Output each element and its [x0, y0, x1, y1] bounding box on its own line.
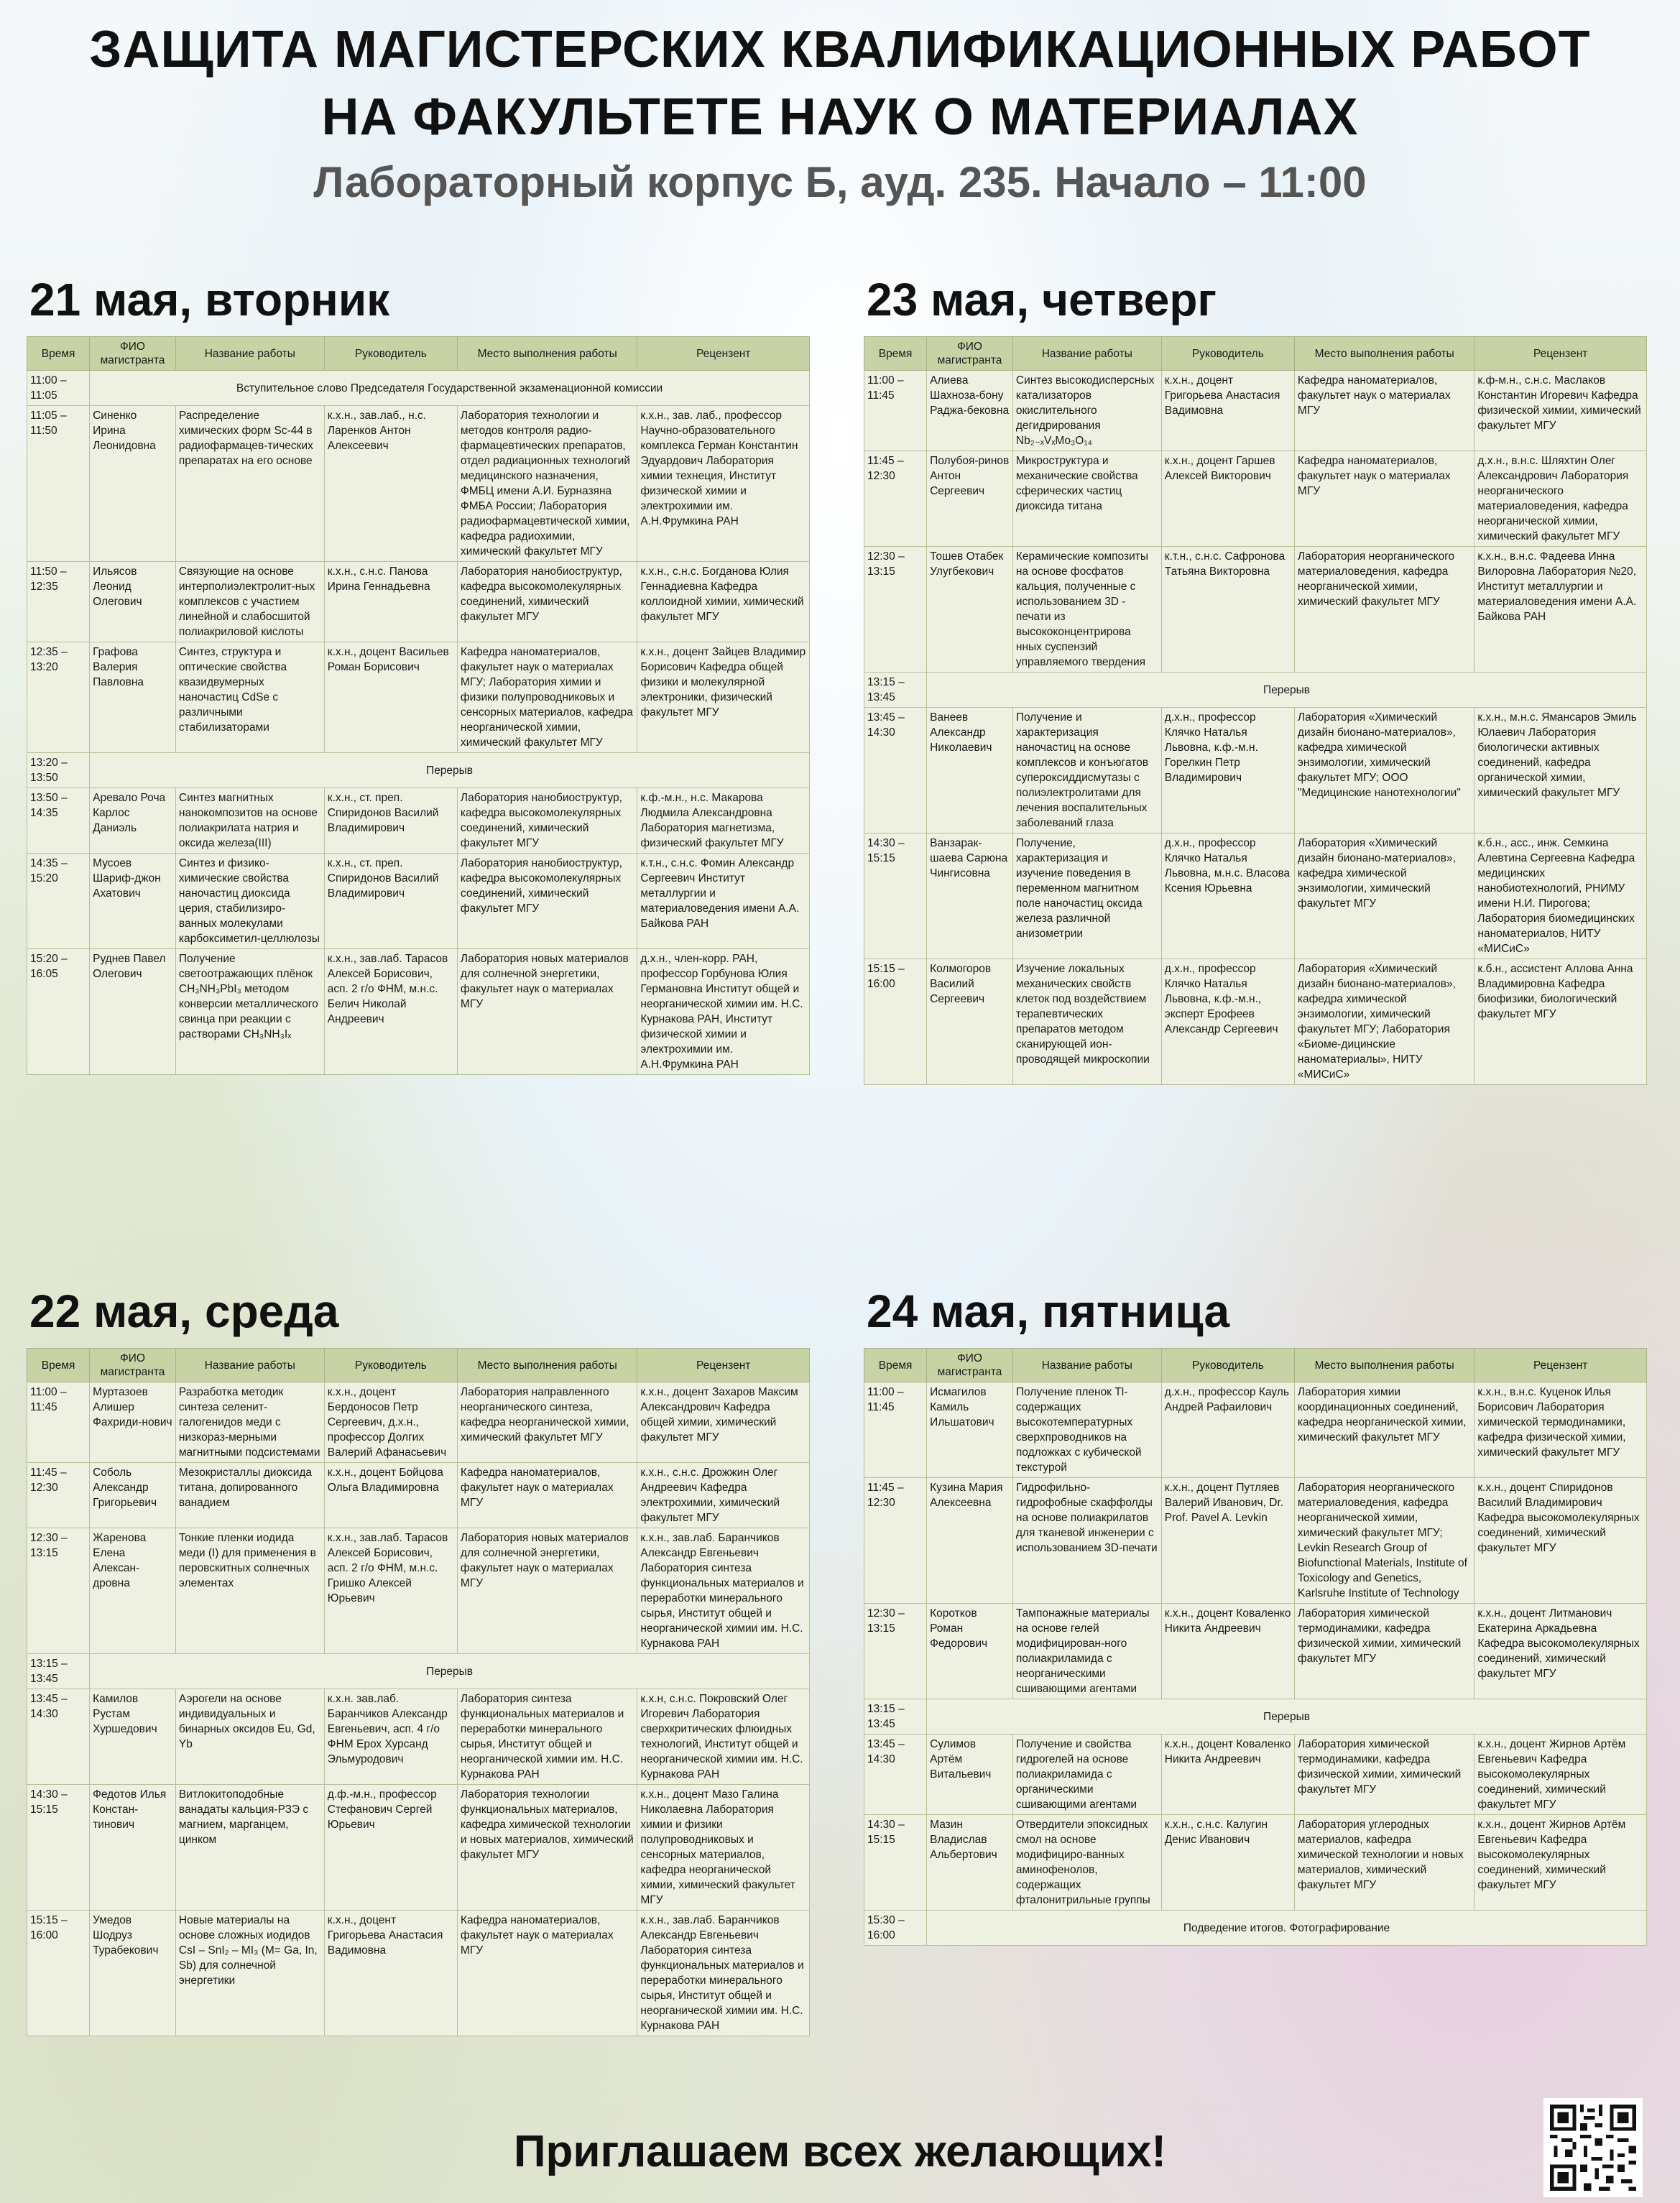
qr-code-icon — [1543, 2098, 1643, 2197]
time-cell: 11:05 – 11:50 — [27, 406, 90, 562]
time-cell: 15:15 – 16:00 — [27, 1911, 90, 2036]
column-header: Время — [864, 337, 927, 371]
student-name-cell: Исмагилов Камиль Ильшатович — [927, 1382, 1013, 1478]
time-cell: 11:00 – 11:45 — [27, 1382, 90, 1463]
time-cell: 12:30 – 13:15 — [864, 1604, 927, 1699]
session-note: Подведение итогов. Фотографирование — [927, 1911, 1647, 1946]
table-row — [27, 562, 810, 642]
supervisor-cell: к.х.н., зав.лаб., н.с. Ларенков Антон Алексеевич — [324, 406, 457, 562]
thesis-title-cell: Получение и свойства гидрогелей на основе полиакриламида с органическими сшивающими агентами — [1012, 1735, 1161, 1815]
reviewer-cell: к.х.н., доцент Жирнов Артём Евгеньевич Кафедра высокомолекулярных соединений, химический факультет МГУ — [1474, 1735, 1647, 1815]
student-name-cell: Коротков Роман Федорович — [927, 1604, 1013, 1699]
thesis-title-cell: Синтез и физико-химические свойства наночастиц диоксида церия, стабилизиро-ванных молекулами карбоксиметил-целлюлозы — [175, 854, 324, 949]
supervisor-cell: д.х.н., профессор Кауль Андрей Рафаилович — [1161, 1382, 1294, 1478]
time-cell: 12:30 – 13:15 — [864, 547, 927, 673]
workplace-cell: Лаборатория химической термодинамики, кафедра физической химии, химический факультет МГУ — [1294, 1735, 1474, 1815]
page-subtitle: Лабораторный корпус Б, ауд. 235. Начало – 11:00 — [313, 158, 1367, 206]
break-row — [864, 1911, 1647, 1946]
thesis-title-cell: Синтез, структура и оптические свойства квазидвумерных наночастиц CdSe с различными стабилизаторами — [175, 642, 324, 753]
column-header: Рецензент — [637, 1349, 810, 1382]
time-cell: 11:00 – 11:05 — [27, 371, 90, 406]
table-row — [864, 959, 1647, 1085]
table-row — [27, 1382, 810, 1463]
time-cell: 11:45 – 12:30 — [27, 1463, 90, 1528]
student-name-cell: Федотов Илья Констан-тинович — [90, 1785, 176, 1911]
column-header: ФИО магистранта — [90, 337, 176, 371]
reviewer-cell: к.б.н., ассистент Аллова Анна Владимировна Кафедра биофизики, биологический факультет МГУ — [1474, 959, 1647, 1085]
column-header: Время — [864, 1349, 927, 1382]
workplace-cell: Кафедра наноматериалов, факультет наук о материалах МГУ — [457, 1463, 637, 1528]
schedule-table — [864, 336, 1647, 1085]
reviewer-cell: к.х.н., зав. лаб., профессор Научно-образовательного комплекса Герман Константин Эдуардович Лаборатория химии технеция, Институт физической химии и электрохимии им. А.Н.Фрумкина РАН — [637, 406, 810, 562]
reviewer-cell: к.х.н., доцент Литманович Екатерина Аркадьевна Кафедра высокомолекулярных соединений, химический факультет МГУ — [1474, 1604, 1647, 1699]
table-row — [27, 854, 810, 949]
table-row — [27, 1463, 810, 1528]
time-cell: 13:50 – 14:35 — [27, 788, 90, 854]
session-note: Перерыв — [90, 1654, 810, 1689]
workplace-cell: Лаборатория химической термодинамики, кафедра физической химии, химический факультет МГУ — [1294, 1604, 1474, 1699]
workplace-cell: Лаборатория «Химический дизайн бионано-материалов», кафедра химической энзимологии, химический факультет МГУ — [1294, 833, 1474, 959]
break-row — [864, 673, 1647, 708]
table-row — [864, 833, 1647, 959]
supervisor-cell: к.х.н., доцент Коваленко Никита Андреевич — [1161, 1735, 1294, 1815]
column-header: Название работы — [1012, 1349, 1161, 1382]
column-header: Название работы — [175, 1349, 324, 1382]
workplace-cell: Лаборатория нанобиоструктур, кафедра высокомолекулярных соединений, химический факультет МГУ — [457, 562, 637, 642]
schedule-table — [864, 1348, 1647, 1946]
workplace-cell: Лаборатория неорганического материаловедения, кафедра неорганической химии, химический факультет МГУ — [1294, 547, 1474, 673]
thesis-title-cell: Новые материалы на основе сложных иодидов CsI – SnI₂ – MI₃ (M= Ga, In, Sb) для солнечной энергетики — [175, 1911, 324, 2036]
column-header: Место выполнения работы — [1294, 1349, 1474, 1382]
page-title-line2: НА ФАКУЛЬТЕТЕ НАУК О МАТЕРИАЛАХ — [321, 88, 1359, 146]
schedule-table-header — [864, 1349, 1647, 1382]
thesis-title-cell: Синтез магнитных нанокомпозитов на основе полиакрилата натрия и оксида железа(III) — [175, 788, 324, 854]
table-row — [27, 1785, 810, 1911]
page-title-line1: ЗАЩИТА МАГИСТЕРСКИХ КВАЛИФИКАЦИОННЫХ РАБОТ — [89, 21, 1591, 78]
time-cell: 13:15 – 13:45 — [864, 1699, 927, 1735]
thesis-title-cell: Изучение локальных механических свойств клеток под воздействием терапевтических препаратов методом сканирующей ион-проводящей микроскопии — [1012, 959, 1161, 1085]
thesis-title-cell: Керамические композиты на основе фосфатов кальция, полученные с использованием 3D - печати из высококонцентрирова нных суспензий управляемого твердения — [1012, 547, 1161, 673]
day-title: 24 мая, пятница — [867, 1285, 1230, 1337]
thesis-title-cell: Синтез высокодисперсных катализаторов окислительного дегидрирования Nb₂₋ₓVₓMo₃O₁₄ — [1012, 371, 1161, 451]
session-note: Перерыв — [927, 1699, 1647, 1735]
student-name-cell: Камилов Рустам Хуршедович — [90, 1689, 176, 1785]
student-name-cell: Руднев Павел Олегович — [90, 949, 176, 1075]
student-name-cell: Полубоя-ринов Антон Сергеевич — [927, 451, 1013, 547]
reviewer-cell: д.х.н., в.н.с. Шляхтин Олег Александрович Лаборатория неорганического материаловедения, кафедра неорганической химии, химический факультет МГУ — [1474, 451, 1647, 547]
column-header: Руководитель — [324, 337, 457, 371]
workplace-cell: Кафедра наноматериалов, факультет наук о материалах МГУ — [1294, 451, 1474, 547]
table-row — [864, 451, 1647, 547]
schedule-table-header — [864, 337, 1647, 371]
reviewer-cell: к.х.н., доцент Жирнов Артём Евгеньевич Кафедра высокомолекулярных соединений, химический факультет МГУ — [1474, 1815, 1647, 1911]
time-cell: 15:20 – 16:05 — [27, 949, 90, 1075]
time-cell: 13:45 – 14:30 — [864, 708, 927, 833]
table-row — [27, 406, 810, 562]
time-cell: 13:15 – 13:45 — [864, 673, 927, 708]
workplace-cell: Лаборатория новых материалов для солнечной энергетики, факультет наук о материалах МГУ — [457, 949, 637, 1075]
thesis-title-cell: Отвердители эпоксидных смол на основе модифициро-ванных аминофенолов, содержащих фталонитрильные группы — [1012, 1815, 1161, 1911]
table-row — [27, 949, 810, 1075]
supervisor-cell: к.х.н., с.н.с. Панова Ирина Геннадьевна — [324, 562, 457, 642]
workplace-cell: Лаборатория «Химический дизайн бионано-материалов», кафедра химической энзимологии, химический факультет МГУ; ООО "Медицинские нанотехнологии" — [1294, 708, 1474, 833]
table-row — [27, 1689, 810, 1785]
thesis-title-cell: Распределение химических форм Sc-44 в радиофармацев-тических препаратах на его основе — [175, 406, 324, 562]
reviewer-cell: к.х.н., доцент Зайцев Владимир Борисович Кафедра общей физики и молекулярной электроники, физический факультет МГУ — [637, 642, 810, 753]
workplace-cell: Лаборатория синтеза функциональных материалов и переработки минерального сырья, Институт общей и неорганической химии им. Н.С. Курнакова РАН — [457, 1689, 637, 1785]
supervisor-cell: к.х.н., с.н.с. Калугин Денис Иванович — [1161, 1815, 1294, 1911]
time-cell: 15:30 – 16:00 — [864, 1911, 927, 1946]
workplace-cell: Лаборатория технологии и методов контроля радио-фармацевтических препаратов, отдел радиационных технологий медицинского назначения, ФМБЦ имени А.И. Бурназяна ФМБА России; Лаборатория радиофармацевтической химии, кафедра радиохимии, химический факультет МГУ — [457, 406, 637, 562]
column-header: Место выполнения работы — [457, 337, 637, 371]
session-note: Перерыв — [927, 673, 1647, 708]
time-cell: 11:00 – 11:45 — [864, 1382, 927, 1478]
schedule-table — [27, 1348, 810, 2036]
supervisor-cell: к.х.н. зав.лаб. Баранчиков Александр Евгеньевич, асп. 4 г/о ФНМ Ерох Хурсанд Эльмуродович — [324, 1689, 457, 1785]
workplace-cell: Лаборатория технологии функциональных материалов, кафедра химической технологии и новых материалов, химический факультет МГУ — [457, 1785, 637, 1911]
supervisor-cell: к.х.н., доцент Коваленко Никита Андреевич — [1161, 1604, 1294, 1699]
time-cell: 12:30 – 13:15 — [27, 1528, 90, 1654]
day-title: 21 мая, вторник — [29, 274, 390, 325]
table-row — [27, 1911, 810, 2036]
schedule-table-header — [27, 337, 810, 371]
schedule-table — [27, 336, 810, 1075]
column-header: Время — [27, 337, 90, 371]
time-cell: 15:15 – 16:00 — [864, 959, 927, 1085]
thesis-title-cell: Аэрогели на основе индивидуальных и бинарных оксидов Eu, Gd, Yb — [175, 1689, 324, 1785]
thesis-title-cell: Получение пленок Tl-содержащих высокотемпературных сверхпроводников на подложках с кубической текстурой — [1012, 1382, 1161, 1478]
time-cell: 11:45 – 12:30 — [864, 1478, 927, 1604]
supervisor-cell: к.х.н., доцент Григорьева Анастасия Вадимовна — [324, 1911, 457, 2036]
time-cell: 13:15 – 13:45 — [27, 1654, 90, 1689]
column-header: ФИО магистранта — [927, 1349, 1013, 1382]
table-row — [864, 371, 1647, 451]
reviewer-cell: к.т.н., с.н.с. Фомин Александр Сергеевич Институт металлургии и материаловедения имени А.А. Байкова РАН — [637, 854, 810, 949]
time-cell: 13:20 – 13:50 — [27, 753, 90, 788]
workplace-cell: Лаборатория новых материалов для солнечной энергетики, факультет наук о материалах МГУ — [457, 1528, 637, 1654]
day-title: 23 мая, четверг — [867, 274, 1217, 325]
session-note: Перерыв — [90, 753, 810, 788]
reviewer-cell: к.б.н., асс., инж. Семкина Алевтина Сергеевна Кафедра медицинских нанобиотехнологий, РНИМУ имени Н.И. Пирогова; Лаборатория биомедицинских наноматериалов, НИТУ «МИСиС» — [1474, 833, 1647, 959]
thesis-title-cell: Тонкие пленки иодида меди (I) для применения в перовскитных солнечных элементах — [175, 1528, 324, 1654]
column-header: Рецензент — [1474, 337, 1647, 371]
session-note: Вступительное слово Председателя Государственной экзаменационной комиссии — [90, 371, 810, 406]
table-row — [27, 642, 810, 753]
reviewer-cell: д.х.н., член-корр. РАН, профессор Горбунова Юлия Германовна Институт общей и неорганической химии им. Н.С. Курнакова РАН, Институт физической химии и электрохимии им. А.Н.Фрумкина РАН — [637, 949, 810, 1075]
supervisor-cell: к.х.н., зав.лаб. Тарасов Алексей Борисович, асп. 2 г/о ФНМ, м.н.с. Белич Николай Андреевич — [324, 949, 457, 1075]
student-name-cell: Аревало Роча Карлос Даниэль — [90, 788, 176, 854]
supervisor-cell: д.х.н., профессор Клячко Наталья Львовна, к.ф.-м.н., эксперт Ерофеев Александр Сергеевич — [1161, 959, 1294, 1085]
workplace-cell: Лаборатория «Химический дизайн бионано-материалов», кафедра химической энзимологии, химический факультет МГУ; Лаборатория «Биоме-дицинские наноматериалы», НИТУ «МИСиС» — [1294, 959, 1474, 1085]
student-name-cell: Графова Валерия Павловна — [90, 642, 176, 753]
column-header: Место выполнения работы — [457, 1349, 637, 1382]
workplace-cell: Кафедра наноматериалов, факультет наук о материалах МГУ — [1294, 371, 1474, 451]
day-block-tuesday — [27, 267, 810, 1075]
reviewer-cell: к.х.н., в.н.с. Фадеева Инна Вилоровна Лаборатория №20, Институт металлургии и материаловедения имени А.А. Байкова РАН — [1474, 547, 1647, 673]
thesis-title-cell: Получение светоотражающих плёнок CH₃NH₃PbI₃ методом конверсии металлического свинца при реакции с растворами CH₃NH₃Iₓ — [175, 949, 324, 1075]
column-header: Название работы — [1012, 337, 1161, 371]
column-header: Руководитель — [1161, 1349, 1294, 1382]
table-row — [27, 1528, 810, 1654]
student-name-cell: Муртазоев Алишер Фахриди-нович — [90, 1382, 176, 1463]
student-name-cell: Алиева Шахноза-бону Раджа-бековна — [927, 371, 1013, 451]
day-block-wednesday — [27, 1279, 810, 2036]
column-header: Рецензент — [1474, 1349, 1647, 1382]
thesis-title-cell: Разработка методик синтеза селенит-галогенидов меди с низкораз-мерными магнитными подсистемами — [175, 1382, 324, 1463]
supervisor-cell: к.т.н., с.н.с. Сафронова Татьяна Викторовна — [1161, 547, 1294, 673]
time-cell: 11:00 – 11:45 — [864, 371, 927, 451]
student-name-cell: Ванеев Александр Николаевич — [927, 708, 1013, 833]
student-name-cell: Колмогоров Василий Сергеевич — [927, 959, 1013, 1085]
thesis-title-cell: Получение, характеризация и изучение поведения в переменном магнитном поле наночастиц оксида железа различной анизометрии — [1012, 833, 1161, 959]
student-name-cell: Сулимов Артём Витальевич — [927, 1735, 1013, 1815]
workplace-cell: Лаборатория неорганического материаловедения, кафедра неорганической химии, химический факультет МГУ; Levkin Research Group of Biofunctional Materials, Institute of Toxicology and Genetics, Karlsruhe Institute of Technology — [1294, 1478, 1474, 1604]
student-name-cell: Мазин Владислав Альбертович — [927, 1815, 1013, 1911]
student-name-cell: Тошев Отабек Улугбекович — [927, 547, 1013, 673]
reviewer-cell: к.х.н., с.н.с. Богданова Юлия Геннадиевна Кафедра коллоидной химии, химический факультет МГУ — [637, 562, 810, 642]
column-header: ФИО магистранта — [927, 337, 1013, 371]
time-cell: 12:35 – 13:20 — [27, 642, 90, 753]
header — [0, 16, 1680, 211]
day-title: 22 мая, среда — [29, 1285, 339, 1337]
reviewer-cell: к.х.н., доцент Захаров Максим Александрович Кафедра общей химии, химический факультет МГУ — [637, 1382, 810, 1463]
reviewer-cell: к.х.н., м.н.с. Ямансаров Эмиль Юлаевич Лаборатория биологически активных соединений, кафедра органической химии, химический факультет МГУ — [1474, 708, 1647, 833]
thesis-title-cell: Тампонажные материалы на основе гелей модифицирован-ного полиакриламида с неорганическими сшивающими агентами — [1012, 1604, 1161, 1699]
reviewer-cell: к.х.н., доцент Мазо Галина Николаевна Лаборатория химии и физики полупроводниковых и сенсорных материалов, кафедра неорганической химии, химический факультет МГУ — [637, 1785, 810, 1911]
column-header: Название работы — [175, 337, 324, 371]
day-block-friday — [864, 1279, 1647, 1946]
time-cell: 14:30 – 15:15 — [864, 833, 927, 959]
table-row — [864, 1735, 1647, 1815]
thesis-title-cell: Связующие на основе интерполиэлектролит-ных комплексов с участием линейной и слабосшитой полиакриловой кислоты — [175, 562, 324, 642]
table-row — [864, 1604, 1647, 1699]
supervisor-cell: к.х.н., доцент Гаршев Алексей Викторович — [1161, 451, 1294, 547]
day-block-thursday — [864, 267, 1647, 1085]
student-name-cell: Жаренова Елена Алексан-дровна — [90, 1528, 176, 1654]
time-cell: 14:35 – 15:20 — [27, 854, 90, 949]
break-row — [27, 371, 810, 406]
schedule-table-header — [27, 1349, 810, 1382]
reviewer-cell: к.ф.-м.н., н.с. Макарова Людмила Александровна Лаборатория магнетизма, физический факультет МГУ — [637, 788, 810, 854]
column-header: Время — [27, 1349, 90, 1382]
student-name-cell: Синенко Ирина Леонидовна — [90, 406, 176, 562]
reviewer-cell: к.х.н, с.н.с. Покровский Олег Игоревич Лаборатория сверхкритических флюидных технологий, Институт общей и неорганической химии им. Н.С. Курнакова РАН — [637, 1689, 810, 1785]
reviewer-cell: к.х.н., зав.лаб. Баранчиков Александр Евгеньевич Лаборатория синтеза функциональных материалов и переработки минерального сырья, Институт общей и неорганической химии им. Н.С. Курнакова РАН — [637, 1911, 810, 2036]
workplace-cell: Лаборатория химии координационных соединений, кафедра неорганической химии, химический факультет МГУ — [1294, 1382, 1474, 1478]
student-name-cell: Ильясов Леонид Олегович — [90, 562, 176, 642]
supervisor-cell: д.х.н., профессор Клячко Наталья Львовна, к.ф.-м.н. Горелкин Петр Владимирович — [1161, 708, 1294, 833]
reviewer-cell: к.х.н., зав.лаб. Баранчиков Александр Евгеньевич Лаборатория синтеза функциональных материалов и переработки минерального сырья, Институт общей и неорганической химии им. Н.С. Курнакова РАН — [637, 1528, 810, 1654]
thesis-title-cell: Микроструктура и механические свойства сферических частиц диоксида титана — [1012, 451, 1161, 547]
break-row — [27, 1654, 810, 1689]
supervisor-cell: к.х.н., доцент Бойцова Ольга Владимировна — [324, 1463, 457, 1528]
student-name-cell: Кузина Мария Алексеевна — [927, 1478, 1013, 1604]
student-name-cell: Ванзарак-шаева Сарюна Чингисовна — [927, 833, 1013, 959]
supervisor-cell: к.х.н., ст. преп. Спиридонов Василий Владимирович — [324, 854, 457, 949]
supervisor-cell: к.х.н., доцент Путляев Валерий Иванович, Dr. Prof. Pavel A. Levkin — [1161, 1478, 1294, 1604]
supervisor-cell: к.х.н., зав.лаб. Тарасов Алексей Борисович, асп. 2 г/о ФНМ, м.н.с. Гришко Алексей Юрьевич — [324, 1528, 457, 1654]
time-cell: 11:50 – 12:35 — [27, 562, 90, 642]
student-name-cell: Соболь Александр Григорьевич — [90, 1463, 176, 1528]
workplace-cell: Лаборатория нанобиоструктур, кафедра высокомолекулярных соединений, химический факультет МГУ — [457, 854, 637, 949]
workplace-cell: Кафедра наноматериалов, факультет наук о материалах МГУ; Лаборатория химии и физики полупроводниковых и сенсорных материалов, кафедра неорганической химии, химический факультет МГУ — [457, 642, 637, 753]
time-cell: 13:45 – 14:30 — [27, 1689, 90, 1785]
column-header: ФИО магистранта — [90, 1349, 176, 1382]
thesis-title-cell: Мезокристаллы диоксида титана, допированного ванадием — [175, 1463, 324, 1528]
column-header: Место выполнения работы — [1294, 337, 1474, 371]
time-cell: 11:45 – 12:30 — [864, 451, 927, 547]
supervisor-cell: к.х.н., доцент Григорьева Анастасия Вадимовна — [1161, 371, 1294, 451]
supervisor-cell: д.ф.-м.н., профессор Стефанович Сергей Юрьевич — [324, 1785, 457, 1911]
table-row — [27, 788, 810, 854]
student-name-cell: Мусоев Шариф-джон Ахатович — [90, 854, 176, 949]
column-header: Руководитель — [1161, 337, 1294, 371]
reviewer-cell: к.х.н., с.н.с. Дрожжин Олег Андреевич Кафедра электрохимии, химический факультет МГУ — [637, 1463, 810, 1528]
time-cell: 14:30 – 15:15 — [27, 1785, 90, 1911]
invitation-footer: Приглашаем всех желающих! — [513, 2127, 1167, 2176]
workplace-cell: Лаборатория нанобиоструктур, кафедра высокомолекулярных соединений, химический факультет МГУ — [457, 788, 637, 854]
reviewer-cell: к.х.н., в.н.с. Куценок Илья Борисович Лаборатория химической термодинамики, кафедра физической химии, химический факультет МГУ — [1474, 1382, 1647, 1478]
workplace-cell: Кафедра наноматериалов, факультет наук о материалах МГУ — [457, 1911, 637, 2036]
column-header: Руководитель — [324, 1349, 457, 1382]
reviewer-cell: к.х.н., доцент Спиридонов Василий Владимирович Кафедра высокомолекулярных соединений, химический факультет МГУ — [1474, 1478, 1647, 1604]
thesis-title-cell: Витлокитоподобные ванадаты кальция-РЗЭ с магнием, марганцем, цинком — [175, 1785, 324, 1911]
reviewer-cell: к.ф-м.н., с.н.с. Маслаков Константин Игоревич Кафедра физической химии, химический факультет МГУ — [1474, 371, 1647, 451]
supervisor-cell: к.х.н., ст. преп. Спиридонов Василий Владимирович — [324, 788, 457, 854]
supervisor-cell: к.х.н., доцент Бердоносов Петр Сергеевич, д.х.н., профессор Долгих Валерий Афанасьевич — [324, 1382, 457, 1463]
break-row — [27, 753, 810, 788]
supervisor-cell: к.х.н., доцент Васильев Роман Борисович — [324, 642, 457, 753]
student-name-cell: Умедов Шодруз Турабекович — [90, 1911, 176, 2036]
time-cell: 14:30 – 15:15 — [864, 1815, 927, 1911]
supervisor-cell: д.х.н., профессор Клячко Наталья Львовна, м.н.с. Власова Ксения Юрьевна — [1161, 833, 1294, 959]
table-row — [864, 1815, 1647, 1911]
workplace-cell: Лаборатория углеродных материалов, кафедра химической технологии и новых материалов, химический факультет МГУ — [1294, 1815, 1474, 1911]
table-row — [864, 708, 1647, 833]
thesis-title-cell: Гидрофильно-гидрофобные скаффолды на основе полиакрилатов для тканевой инженерии с использованием 3D-печати — [1012, 1478, 1161, 1604]
thesis-title-cell: Получение и характеризация наночастиц на основе комплексов и конъюгатов супероксиддисмутазы с полиэлектролитами для лечения воспалительных заболеваний глаза — [1012, 708, 1161, 833]
time-cell: 13:45 – 14:30 — [864, 1735, 927, 1815]
column-header: Рецензент — [637, 337, 810, 371]
break-row — [864, 1699, 1647, 1735]
table-row — [864, 1478, 1647, 1604]
workplace-cell: Лаборатория направленного неорганического синтеза, кафедра неорганической химии, химический факультет МГУ — [457, 1382, 637, 1463]
table-row — [864, 547, 1647, 673]
table-row — [864, 1382, 1647, 1478]
